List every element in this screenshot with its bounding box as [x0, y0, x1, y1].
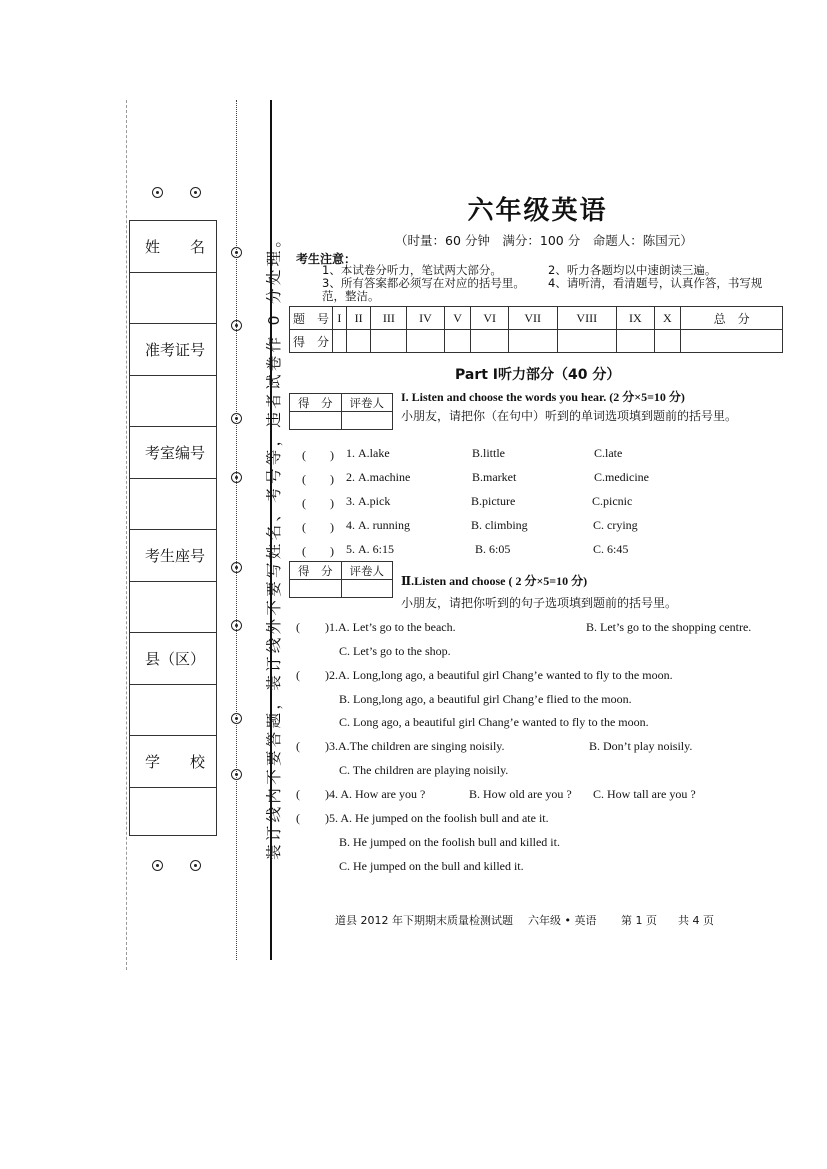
question-3-c: C. The children are playing noisily. — [339, 763, 509, 777]
answer-paren-open[interactable]: ( — [296, 787, 300, 801]
answer-paren-open[interactable]: ( — [296, 620, 300, 634]
option-b: B.market — [472, 470, 517, 484]
item-num: 4. — [346, 518, 355, 532]
item-num: 5. — [346, 542, 355, 556]
grader-score-label: 得 分 — [290, 562, 342, 580]
score-table-col: VI — [471, 307, 509, 330]
score-cell[interactable] — [557, 330, 617, 353]
option-c: C. 6:45 — [593, 542, 629, 556]
section-instruction: 小朋友，请把你听到的句子选项填到题前的括号里。 — [401, 596, 678, 610]
question-2-a: )2.A. Long,long ago, a beautiful girl Chang’e wanted to fly to the moon. — [325, 668, 673, 682]
answer-paren-open[interactable]: ( — [296, 668, 300, 682]
score-table-col: IX — [617, 307, 655, 330]
option-a: A. 6:15 — [358, 542, 394, 556]
binding-hole-icon — [231, 769, 242, 780]
answer-paren[interactable]: ( ) — [302, 496, 334, 510]
item-num: 1. — [346, 446, 355, 460]
score-table-col: III — [371, 307, 407, 330]
notice-line: 2、听力各题均以中速朗读三遍。 — [548, 263, 717, 277]
score-cell[interactable] — [681, 330, 783, 353]
question-4-c: C. How tall are you ? — [593, 787, 696, 801]
score-cell[interactable] — [471, 330, 509, 353]
binding-hole-icon — [231, 472, 242, 483]
notice-line: 1、本试卷分听力，笔试两大部分。 — [322, 263, 502, 277]
score-table-header: 题 号 — [290, 307, 333, 330]
score-table — [289, 306, 783, 353]
seat-number-field[interactable] — [130, 582, 216, 633]
option-b: B.little — [472, 446, 505, 460]
option-a: A.lake — [358, 446, 390, 460]
bottom-right-circle-icon — [190, 860, 201, 871]
score-cell[interactable] — [508, 330, 557, 353]
grader-score-cell[interactable] — [290, 412, 342, 430]
score-cell[interactable] — [617, 330, 655, 353]
score-table-col: IV — [407, 307, 445, 330]
page-title: 六年级英语 — [467, 196, 608, 226]
bottom-left-circle-icon — [152, 860, 163, 871]
notice-heading: 考生注意： — [296, 252, 357, 266]
score-table-col: VII — [508, 307, 557, 330]
option-b: B. climbing — [471, 518, 528, 532]
answer-paren[interactable]: ( ) — [302, 520, 334, 534]
seat-number-label: 考生座号 — [130, 530, 216, 582]
room-number-label: 考室编号 — [130, 427, 216, 479]
answer-paren-open[interactable]: ( — [296, 811, 300, 825]
grader-box — [289, 561, 393, 598]
option-a: A.pick — [358, 494, 391, 508]
option-c: C.picnic — [592, 494, 633, 508]
exam-id-label: 准考证号 — [130, 324, 216, 376]
question-1-b: B. Let’s go to the shopping centre. — [586, 620, 752, 634]
grader-score-cell[interactable] — [290, 580, 342, 598]
option-c: C. crying — [593, 518, 638, 532]
binding-hole-icon — [231, 562, 242, 573]
question-4-a: )4. A. How are you ? — [325, 787, 426, 801]
score-cell[interactable] — [346, 330, 371, 353]
question-2-c: C. Long ago, a beautiful girl Chang’e wanted to fly to the moon. — [339, 715, 649, 729]
score-table-col: I — [333, 307, 347, 330]
grader-score-label: 得 分 — [290, 394, 342, 412]
exam-meta: （时量：60 分钟 满分：100 分 命题人：陈国元） — [395, 233, 693, 248]
grader-name-label: 评卷人 — [341, 394, 393, 412]
section-heading: I. Listen and choose the words you hear. (2 分×5=10 分) — [401, 390, 685, 404]
exam-id-field[interactable] — [130, 376, 216, 427]
question-3-a: )3.A.The children are singing noisily. — [325, 739, 505, 753]
school-label: 学 校 — [130, 736, 216, 788]
answer-paren[interactable]: ( ) — [302, 448, 334, 462]
question-4-b: B. How old are you ? — [469, 787, 572, 801]
name-field[interactable] — [130, 273, 216, 324]
section-heading: Ⅱ.Listen and choose ( 2 分×5=10 分) — [401, 574, 588, 588]
score-table-row — [290, 307, 783, 330]
binding-dotted-line — [236, 100, 237, 960]
binding-hole-icon — [231, 713, 242, 724]
question-5-b: B. He jumped on the foolish bull and killed it. — [339, 835, 560, 849]
binding-hole-icon — [231, 320, 242, 331]
answer-paren[interactable]: ( ) — [302, 472, 334, 486]
question-1-a: )1.A. Let’s go to the beach. — [325, 620, 456, 634]
score-table-col: V — [444, 307, 471, 330]
binding-hole-icon — [231, 413, 242, 424]
question-2-b: B. Long,long ago, a beautiful girl Chang’e flied to the moon. — [339, 692, 632, 706]
option-b: B.picture — [471, 494, 516, 508]
notice-line: 3、所有答案都必须写在对应的括号里。 — [322, 276, 525, 290]
student-info-box — [129, 220, 217, 836]
question-1-c: C. Let’s go to the shop. — [339, 644, 451, 658]
county-label: 县（区） — [130, 633, 216, 685]
score-table-col: X — [654, 307, 681, 330]
score-table-col: VIII — [557, 307, 617, 330]
item-num: 2. — [346, 470, 355, 484]
option-a: A.machine — [358, 470, 411, 484]
school-field[interactable] — [130, 788, 216, 835]
score-table-row — [290, 330, 783, 353]
answer-paren[interactable]: ( ) — [302, 544, 334, 558]
grader-name-cell[interactable] — [341, 412, 393, 430]
section-instruction: 小朋友，请把你（在句中）听到的单词选项填到题前的括号里。 — [401, 409, 738, 423]
grader-box — [289, 393, 393, 430]
option-c: C.late — [594, 446, 623, 460]
option-b: B. 6:05 — [475, 542, 511, 556]
score-cell[interactable] — [444, 330, 471, 353]
option-c: C.medicine — [594, 470, 649, 484]
score-cell[interactable] — [407, 330, 445, 353]
notice-line: 4、请听清，看清题号，认真作答，书写规 — [548, 276, 763, 290]
grader-name-cell[interactable] — [341, 580, 393, 598]
footer-page: 第 1 页 — [621, 914, 657, 927]
part-title: Part Ⅰ听力部分（40 分） — [455, 367, 621, 383]
left-cut-line — [126, 100, 127, 970]
question-3-b: B. Don’t play noisily. — [589, 739, 693, 753]
item-num: 3. — [346, 494, 355, 508]
footer-subject: 六年级 • 英语 — [528, 914, 597, 927]
room-number-field[interactable] — [130, 479, 216, 530]
score-cell[interactable] — [654, 330, 681, 353]
score-cell[interactable] — [371, 330, 407, 353]
footer-exam: 道县 2012 年下期期末质量检测试题 — [335, 914, 513, 927]
score-table-header: 得 分 — [290, 330, 333, 353]
footer-total: 共 4 页 — [678, 914, 714, 927]
binding-hole-icon — [231, 620, 242, 631]
binding-notice: 装订线内不要答题，装订线外不要写姓名、考号等，违者试卷作 0 分处理。 — [265, 228, 283, 860]
option-a: A. running — [358, 518, 410, 532]
score-table-col: II — [346, 307, 371, 330]
grader-name-label: 评卷人 — [341, 562, 393, 580]
county-field[interactable] — [130, 685, 216, 736]
question-5-c: C. He jumped on the bull and killed it. — [339, 859, 524, 873]
binding-hole-icon — [231, 247, 242, 258]
answer-paren-open[interactable]: ( — [296, 739, 300, 753]
score-table-col: 总 分 — [681, 307, 783, 330]
name-label: 姓 名 — [130, 221, 216, 273]
notice-line: 范，整洁。 — [322, 289, 380, 303]
question-5-a: )5. A. He jumped on the foolish bull and ate it. — [325, 811, 549, 825]
score-cell[interactable] — [333, 330, 347, 353]
